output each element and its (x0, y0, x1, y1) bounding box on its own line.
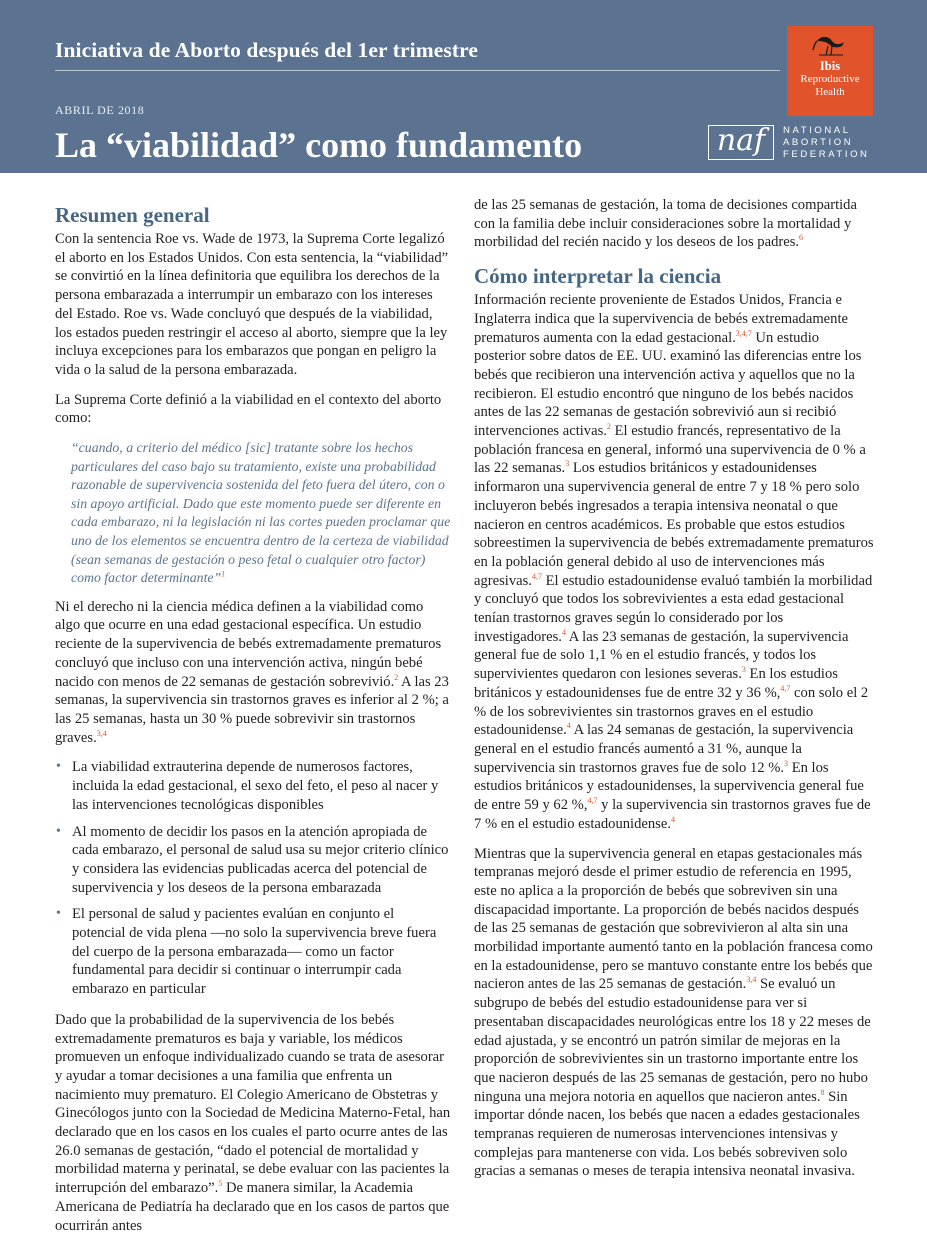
naf-logo[interactable]: naf (708, 125, 774, 160)
paragraph-text: En los estudios británicos y estadounidenses, la supervivencia general fue de entre 59 y 62 %, (474, 759, 864, 814)
ibis-name-line3: Health (815, 86, 845, 98)
overview-heading: Resumen general (55, 203, 210, 227)
reference-marker[interactable]: 3,4 (96, 728, 107, 738)
overview-paragraph-2: La Suprema Corte definió a la viabilidad en el contexto del aborto como: (55, 391, 442, 427)
overview-paragraph-1: Con la sentencia Roe vs. Wade de 1973, la Suprema Corte legalizó el aborto en los Estados Unidos. Con esta sentencia, la “viabilidad” se convirtió en la línea definitoria que equilibra los derechos de la persona embarazada a interrumpir un embarazo con los intereses del Estado. Roe vs. Wade concluyó que después de la viabilidad, los estados pueden restringir el acceso al aborto, siempre que la ley incluya excepciones para los embarazos que pongan en peligro la vida o la salud de la persona embarazada. (55, 231, 449, 378)
paragraph-text: Mientras que la supervivencia general en etapas gestacionales más tempranas mejoró desde el primer estudio de referencia en 1995, este no aplica a la proporción de bebés que sobreviven sin una discapacidad importante. La proporción de bebés nacidos después de las 25 semanas de gestación que sobrevivieron al alta sin una morbilidad importante aumentó tanto en la población francesa como en la estadounidense, pero se mantuvo constante entre los bebés que nacieron antes de las 25 semanas de gestación. (474, 845, 873, 993)
continued-paragraph (474, 196, 874, 252)
header-divider (55, 70, 780, 71)
paragraph-text: Se evaluó un subgrupo de bebés del estudio estadounidense para ver si presentaban discapacidades neurológicas entre los 18 y 22 meses de edad ajustada, y se encontró un patrón similar de mejoras en la proporción de sobrevivientes sin un trastorno importante entre los que nacieron después de las 25 semanas de gestación, pero no hubo ninguna una mejora notoria en aquellos que nacieron antes. (474, 976, 871, 1105)
paragraph-text: con solo el 2 % de los sobrevivientes sin trastornos graves en el estudio estadounidense. (474, 684, 869, 739)
list-item: • La viabilidad extrauterina depende de numerosos factores, incluida la edad gestacional, el sexo del feto, el peso al nacer y las intervenciones tecnológicas disponibles (55, 758, 451, 814)
supreme-court-quote (71, 439, 451, 588)
paragraph-text: y la supervivencia sin trastornos graves fue de 7 % en el estudio estadounidense. (474, 797, 871, 832)
reference-marker[interactable]: 4,7 (587, 796, 598, 806)
list-item: • Al momento de decidir los pasos en la atención apropiada de cada embarazo, el personal de salud usa su mejor criterio clínico y considera las evidencias publicadas acerca del potencial de supervivencia y los deseos de la persona embarazada (55, 823, 451, 898)
reference-marker[interactable]: 5 (218, 1179, 223, 1189)
ibis-bird-icon (813, 32, 847, 56)
reference-marker[interactable]: 4 (561, 627, 566, 637)
page-title: La “viabilidad” como fundamento (55, 125, 583, 165)
reference-marker[interactable]: 4 (566, 721, 571, 731)
science-heading: Cómo interpretar la ciencia (474, 264, 722, 289)
paragraph-text: En los estudios británicos y estadounidenses fue de entre 32 y 36 %, (474, 666, 838, 701)
ibis-logo[interactable] (787, 26, 873, 116)
reference-marker[interactable]: 1 (221, 569, 226, 579)
paragraph-text: de las 25 semanas de gestación, la toma de decisiones compartida con la familia debe incluir consideraciones sobre la mortalidad y morbilidad del recién nacido y los deseos de los padres. (474, 197, 857, 251)
header-banner (0, 0, 927, 173)
series-title: Iniciativa de Aborto después del 1er trimestre (55, 38, 479, 62)
overview-paragraph-4 (55, 1011, 451, 1235)
reference-marker[interactable]: 4,7 (780, 684, 791, 694)
paragraph-text: De manera similar, la Academia Americana de Pediatría ha declarado que en los casos de partos que ocurrirán antes (55, 1180, 450, 1234)
paragraph-text: A las 23 semanas, la supervivencia sin trastornos graves es inferior al 2 %; a las 25 semanas, hasta un 30 % puede sobrevivir sin trastornos graves. (55, 673, 449, 746)
reference-marker[interactable]: 3 (741, 665, 746, 675)
science-paragraph-2 (474, 845, 874, 1182)
naf-line2: ABORTION (783, 137, 854, 149)
key-points-list (55, 758, 451, 998)
publication-date: ABRIL DE 2018 (55, 103, 145, 117)
paragraph-text: A las 24 semanas de gestación, la supervivencia general en el estudio francés aumentó a 31 %, aunque la supervivencia sin trastornos graves fue de solo 12 %. (474, 722, 854, 776)
reference-marker[interactable]: 3,4,7 (735, 328, 752, 338)
ibis-name-line2: Reproductive (800, 73, 860, 85)
reference-marker[interactable]: 4 (670, 814, 675, 824)
reference-marker[interactable]: 3 (784, 758, 789, 768)
reference-marker[interactable]: 3,4 (746, 975, 757, 985)
paragraph-text: Un estudio posterior sobre datos de EE. UU. examinó las diferencias entre los bebés que recibieron una intervención activa y aquellos que no la recibieron. El estudio encontró que ninguno de los bebés nacidos antes de las 22 semanas de gestación sobrevivió aun si recibió intervenciones activas. (474, 329, 862, 440)
paragraph-text: El estudio estadounidense evaluó también la morbilidad y concluyó que todos los sobrevivientes a esta edad gestacional tenían trastornos graves según lo considerado por los investigadores. (474, 572, 873, 645)
naf-wordmark (783, 125, 870, 162)
paragraph-text: Sin importar dónde nacen, los bebés que nacen a edades gestacionales tempranas requieren de numerosas intervenciones intensivas y complejas para mantenerse con vida. Los bebés sobreviven solo gracias a semanas o meses de terapia intensiva neonatal invasiva. (474, 1088, 860, 1180)
reference-marker[interactable]: 2 (606, 422, 611, 432)
reference-marker[interactable]: 2 (394, 672, 399, 682)
list-item: • El personal de salud y pacientes evalúan en conjunto el potencial de vida plena —no solo la supervivencia breve fuera del cuerpo de la persona embarazada— como un factor fundamental para decidir si continuar o interrumpir cada embarazo en particular (55, 905, 451, 999)
quote-text: “cuando, a criterio del médico [sic] tratante sobre los hechos particulares del caso bajo su tratamiento, existe una probabilidad razonable de supervivencia sostenida del feto fuera del útero, con o sin apoyo artificial. Dado que este momento puede ser diferente en cada embarazo, ni la legislación ni las cortes pueden proclamar que uno de los elementos se encuentra dentro de la certeza de viabilidad (sean semanas de gestación o peso fetal o cualquier otro factor) como factor determinante” (71, 440, 451, 586)
overview-paragraph-3 (55, 598, 451, 748)
reference-marker[interactable]: 8 (820, 1087, 825, 1097)
paragraph-text: Ni el derecho ni la ciencia médica definen a la viabilidad como algo que ocurre en una edad gestacional específica. Un estudio reciente de la supervivencia de bebés extremadamente prematuros concluyó que incluso con una intervención activa, ningún bebé nacido con menos de 22 semanas de gestación sobrevivió. (55, 598, 442, 690)
reference-marker[interactable]: 3 (565, 459, 570, 469)
ibis-name: Ibis (819, 59, 841, 73)
right-column (474, 196, 874, 1192)
reference-marker[interactable]: 6 (799, 233, 804, 243)
naf-line1: NATIONAL (783, 125, 851, 136)
paragraph-text: A las 23 semanas de gestación, la supervivencia general fue de solo 1,1 % en el estudio francés, y todos los supervivientes quedaron con lesiones severas. (474, 628, 849, 683)
paragraph-text: El estudio francés, representativo de la población francesa en general, informó una supervivencia de 0 % a las 22 semanas. (474, 423, 866, 477)
science-paragraph-1 (474, 291, 874, 833)
paragraph-text: Dado que la probabilidad de la supervivencia de los bebés extremadamente prematuros es baja y variable, los médicos promueven un enfoque individualizado cuando se trata de asesorar y ayudar a tomar decisiones a una familia que enfrenta un nacimiento muy prematuro. El Colegio Americano de Obstetras y Ginecólogos junto con la Sociedad de Medicina Materno-Fetal, han declarado que en los casos en los cuales el parto ocurre antes de las 26.0 semanas de gestación, “dado el potencial de mortalidad y morbilidad materna y perinatal, se debe evaluar con las pacientes la interrupción del embarazo”. (55, 1011, 451, 1197)
naf-line3: FEDERATION (783, 149, 870, 161)
reference-marker[interactable]: 4,7 (531, 571, 542, 581)
paragraph-text: Información reciente proveniente de Estados Unidos, Francia e Inglaterra indica que la supervivencia de bebés extremadamente prematuros aumenta con la edad gestacional. (474, 292, 848, 346)
left-column (55, 196, 451, 1246)
paragraph-text: Los estudios británicos y estadounidenses informaron una supervivencia general de entre 7 y 18 % pero solo incluyeron bebés ingresados a terapia intensiva neonatal o que nacieron en centros académicos. Es probable que estos estudios sobreestimen la supervivencia de bebés extremadamente prematuros en la población general debido al uso de intervenciones más agresivas. (474, 460, 874, 589)
